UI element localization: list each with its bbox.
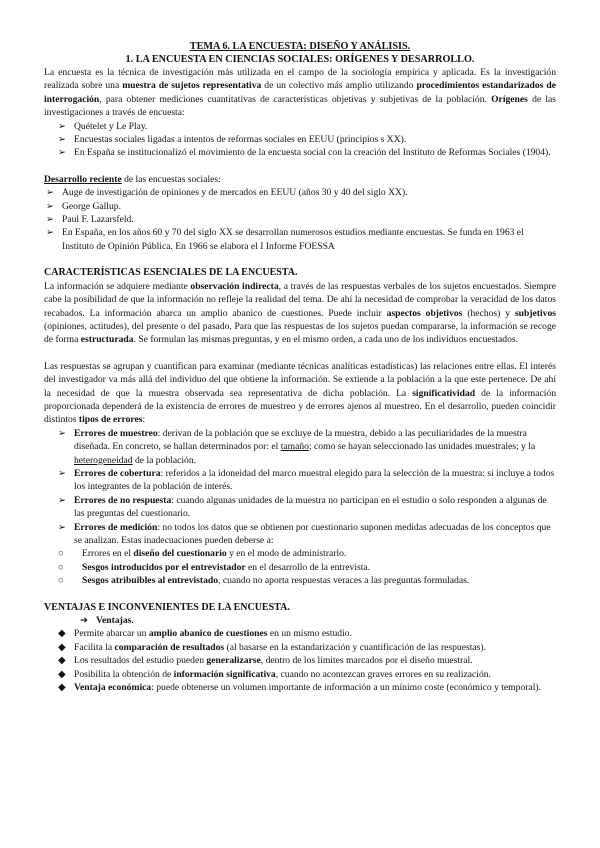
advantages-subheading [44, 614, 556, 627]
origins-list [44, 120, 556, 160]
recent-list [44, 186, 556, 253]
circle-bullet-icon: ○ [58, 548, 64, 560]
list-item: ➔ Ventajas. [80, 615, 134, 627]
list-item: ◆ Facilita la comparación de resultados (al basarse en la estandarización y cuantificación de las respuestas). [58, 641, 486, 653]
arrow-bullet-icon: ➢ [58, 467, 67, 479]
list-item: ➢ Paul F. Lazarsfeld. [46, 214, 134, 226]
circle-bullet-icon: ○ [58, 561, 64, 573]
arrow-bullet-icon: ➢ [46, 214, 55, 226]
advantages-heading: VENTAJAS E INCONVENIENTES DE LA ENCUESTA. [44, 601, 290, 613]
intro-paragraph: La encuesta es la técnica de investigación más utilizada en el campo de la sociología empírica y aplicada. Es la investigación realizada sobre una muestra de sujetos representativa de un colectivo más amplio utilizando procedimientos estandarizados de interrogación, para obtener mediciones cuantitativas de características objetivas y subjetivas de la población. Orígenes de las investigaciones a través de encuesta: [44, 67, 556, 119]
diamond-bullet-icon: ◆ [58, 668, 66, 680]
list-item: ➢ Errores de cobertura: referidos a la idoneidad del marco muestral elegido para la selección de la muestra: si incluye a todos los integrantes de la población de interés. [58, 467, 555, 493]
list-item: ○ Errores en el diseño del cuestionario y en el modo de administrarlo. [58, 548, 347, 560]
section-title: 1. LA ENCUESTA EN CIENCIAS SOCIALES: ORÍGENES Y DESARROLLO. [125, 54, 475, 65]
arrow-bullet-icon: ➢ [58, 147, 67, 159]
errors-list [44, 427, 556, 548]
arrow-bullet-icon: ➢ [58, 134, 67, 146]
arrow-bullet-icon: ➢ [58, 494, 67, 506]
arrow-bullet-icon: ➢ [58, 427, 67, 439]
causes-list [44, 547, 556, 587]
list-item: ◆ Permite abarcar un amplio abanico de cuestiones en un mismo estudio. [58, 628, 352, 640]
list-item: ➢ Quételet y Le Play. [58, 120, 148, 132]
list-item: ➢ George Gallup. [46, 200, 121, 212]
diamond-bullet-icon: ◆ [58, 682, 66, 694]
list-item: ◆ Los resultados del estudio pueden generalizarse, dentro de los límites marcados por el diseño muestral. [58, 655, 473, 667]
diamond-bullet-icon: ◆ [58, 655, 66, 667]
list-item: ○ Sesgos atribuibles al entrevistado, cuando no aporta respuestas veraces a las preguntas formuladas. [58, 575, 470, 587]
diamond-bullet-icon: ◆ [58, 628, 66, 640]
document-title: TEMA 6. LA ENCUESTA: DISEÑO Y ANÁLISIS. [189, 41, 411, 52]
circle-bullet-icon: ○ [58, 575, 64, 587]
characteristics-paragraph-1: La información se adquiere mediante observación indirecta, a través de las respuestas verbales de los sujetos encuestados. Siempre cabe la posibilidad de que la información no refleje la realidad del tema. De ahí la necesidad de comprobar la veracidad de los datos recabados. La información abarca un amplio abanico de cuestiones. Puede incluir aspectos objetivos (hechos) y subjetivos (opiniones, actitudes), del presente o del pasado. Para que las respuestas de los sujetos puedan compararse, la información se recoge de forma estructurada. Se formulan las mismas preguntas, y en el mismo orden, a cada uno de los individuos encuestados. [44, 280, 556, 346]
list-item: ◆ Ventaja económica: puede obtenerse un volumen importante de información a un mínimo coste (económico y temporal). [58, 682, 541, 694]
list-item: ◆ Posibilita la obtención de información significativa, cuando no acontezcan graves errores en su realización. [58, 668, 491, 680]
advantages-list [44, 627, 556, 694]
list-item: ➢ En España se institucionalizó el movimiento de la encuesta social con la creación del Instituto de Reformas Sociales (1904). [58, 147, 551, 159]
list-item: ➢ En España, en los años 60 y 70 del siglo XX se desarrollan numerosos estudios mediante encuestas. Se funda en 1963 el Instituto de Opinión Pública. En 1966 se elabora el I Informe FOESSA [46, 227, 524, 252]
list-item: ○ Sesgos introducidos por el entrevistador en el desarrollo de la entrevista. [58, 561, 371, 573]
arrow-bullet-icon: ➢ [46, 200, 55, 212]
list-item: ➢ Auge de investigación de opiniones y de mercados en EEUU (años 30 y 40 del siglo XX). [46, 187, 408, 199]
list-item: ➢ Encuestas sociales ligadas a intentos de reformas sociales en EEUU (principios s XX). [58, 134, 407, 146]
recent-heading: Desarrollo reciente de las encuestas sociales: [44, 173, 221, 185]
arrow-bullet-icon: ➢ [58, 120, 67, 132]
diamond-bullet-icon: ◆ [58, 641, 66, 653]
list-item: ➢ Errores de muestreo: derivan de la población que se excluye de la muestra, debido a las peculiaridades de la muestra diseñada. En concreto, se hallan determinados por: el tamaño; como se hayan seleccionado las unidades muestrales; y la heterogeneidad de la población. [58, 427, 536, 466]
arrow-bullet-icon: ➢ [46, 227, 55, 239]
characteristics-paragraph-2: Las respuestas se agrupan y cuantifican para examinar (mediante técnicas analíticas estadísticas) las relaciones entre ellas. El interés del investigador va más allá del individuo del que obtiene la información. Se extiende a la población a la que este pertenece. De ahí la necesidad de que la muestra observada sea representativa de dicha población. La significatividad de la información proporcionada dependerá de la existencia de errores de muestreo y de errores ajenos al muestreo. En el desarrollo, pueden coincidir distintos tipos de errores: [44, 360, 557, 426]
characteristics-heading: CARACTERÍSTICAS ESENCIALES DE LA ENCUESTA. [44, 267, 298, 279]
right-arrow-icon: ➔ [80, 615, 89, 627]
list-item: ➢ Errores de no respuesta: cuando algunas unidades de la muestra no participan en el estudio o solo responden a algunas de las preguntas del cuestionario. [58, 494, 547, 520]
arrow-bullet-icon: ➢ [46, 187, 55, 199]
arrow-bullet-icon: ➢ [58, 521, 67, 533]
list-item: ➢ Errores de medición: no todos los datos que se obtienen por cuestionario suponen medidas adecuadas de los conceptos que se analizan. Estas inadecuaciones pueden deberse a: [58, 521, 551, 546]
